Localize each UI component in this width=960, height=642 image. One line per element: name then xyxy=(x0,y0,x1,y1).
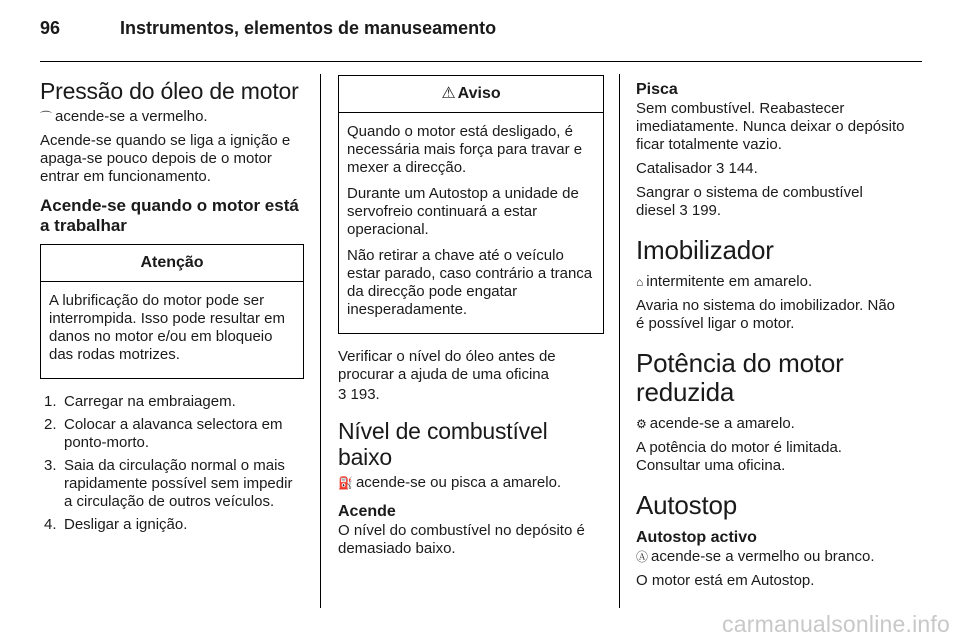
autostop-active-heading: Autostop activo xyxy=(636,529,757,546)
steps-list xyxy=(40,393,304,534)
step-number: 3. xyxy=(44,457,57,474)
oil-pressure-desc: Acende-se quando se liga a ignição e apaga-se pouco depois de o motor entrar em funcionamento. xyxy=(40,132,291,185)
immobiliser-text: Avaria no sistema do imobilizador. Não é possível ligar o motor. xyxy=(636,297,896,332)
power-status-text: acende-se a amarelo. xyxy=(649,415,795,432)
step-text: Carregar na embraiagem. xyxy=(64,393,236,410)
page-header xyxy=(40,18,920,58)
attention-text: A lubrificação do motor pode ser interrompida. Isso pode resultar em danos no motor e/ou em bloqueio das rodas motrizes. xyxy=(49,292,285,363)
lit-text: O nível do combustível no depósito é demasiado baixo. xyxy=(338,522,585,557)
oil-check-text: Verificar o nível do óleo antes de procurar a ajuda de uma oficina xyxy=(338,348,556,383)
warning-paragraph: Durante um Autostop a unidade de servofreio continuará a estar operacional. xyxy=(347,185,579,238)
list-item xyxy=(40,416,304,452)
fuel-level-status xyxy=(338,474,604,492)
warning-box xyxy=(338,75,604,334)
blink-heading: Pisca xyxy=(636,81,678,98)
step-number: 1. xyxy=(44,393,57,410)
step-text: Desligar a ignição. xyxy=(64,516,188,533)
fuel-level-title: Nível de combustível baixo xyxy=(338,418,548,470)
oil-status-text: acende-se a vermelho. xyxy=(55,108,208,125)
autostop-status xyxy=(636,548,906,566)
list-item xyxy=(40,457,304,511)
immobiliser-icon: ⌂ xyxy=(636,275,644,289)
column-divider-1 xyxy=(320,74,321,608)
reduced-power-title: Potência do motor reduzida xyxy=(636,348,844,407)
oil-pressure-title: Pressão do óleo de motor xyxy=(40,78,299,104)
list-item xyxy=(40,516,304,534)
list-item xyxy=(40,393,304,411)
oil-can-icon: ⌒ xyxy=(40,110,53,124)
engine-running-heading: Acende-se quando o motor está a trabalhar xyxy=(40,196,299,235)
immo-status-text: intermitente em amarelo. xyxy=(646,273,813,290)
warning-title: Aviso xyxy=(457,85,501,102)
immobiliser-status xyxy=(636,273,906,291)
step-number: 4. xyxy=(44,516,57,533)
catalyst-ref: Catalisador 3 144. xyxy=(636,160,758,177)
warning-paragraph: Quando o motor está desligado, é necessária mais força para travar e mexer a direcção. xyxy=(347,123,583,176)
autostop-icon: Ⓐ xyxy=(636,550,649,564)
blink-text: Sem combustível. Reabastecer imediatamente. Nunca deixar o depósito ficar totalmente vazio. xyxy=(636,100,905,153)
page-number: 96 xyxy=(40,18,61,38)
page-title: Instrumentos, elementos de manuseamento xyxy=(120,18,497,38)
oil-check-ref: 3 193. xyxy=(338,386,380,403)
step-text: Saia da circulação normal o mais rapidamente possível sem impedir a circulação de outros veículos. xyxy=(64,457,293,510)
reduced-power-text: A potência do motor é limitada. Consultar uma oficina. xyxy=(636,439,842,474)
fuel-pump-icon: ⛽ xyxy=(338,476,353,490)
engine-power-icon: ⚙ xyxy=(636,417,647,431)
warning-paragraph: Não retirar a chave até o veículo estar parado, caso contrário a tranca da direcção pode engatar inesperadamente. xyxy=(347,247,593,318)
autostop-status-text: acende-se a vermelho ou branco. xyxy=(651,548,875,565)
immobiliser-title: Imobilizador xyxy=(636,235,774,265)
autostop-text: O motor está em Autostop. xyxy=(636,572,815,589)
step-text: Colocar a alavanca selectora em ponto-morto. xyxy=(64,416,283,451)
header-divider xyxy=(40,61,922,62)
bleed-ref: Sangrar o sistema de combustível diesel 3 199. xyxy=(636,184,863,219)
warning-header xyxy=(339,76,603,113)
fuel-status-text: acende-se ou pisca a amarelo. xyxy=(355,474,562,491)
autostop-title: Autostop xyxy=(636,490,738,520)
column-3 xyxy=(636,74,906,596)
watermark: carmanualsonline.info xyxy=(722,611,950,637)
warning-triangle-icon: ⚠ xyxy=(441,85,456,102)
lit-heading: Acende xyxy=(338,503,396,520)
column-divider-2 xyxy=(619,74,620,608)
column-2 xyxy=(338,74,604,564)
attention-title: Atenção xyxy=(41,245,303,282)
column-1 xyxy=(40,74,304,539)
attention-box xyxy=(40,244,304,379)
oil-pressure-status xyxy=(40,108,304,126)
step-number: 2. xyxy=(44,416,57,433)
reduced-power-status xyxy=(636,415,906,433)
